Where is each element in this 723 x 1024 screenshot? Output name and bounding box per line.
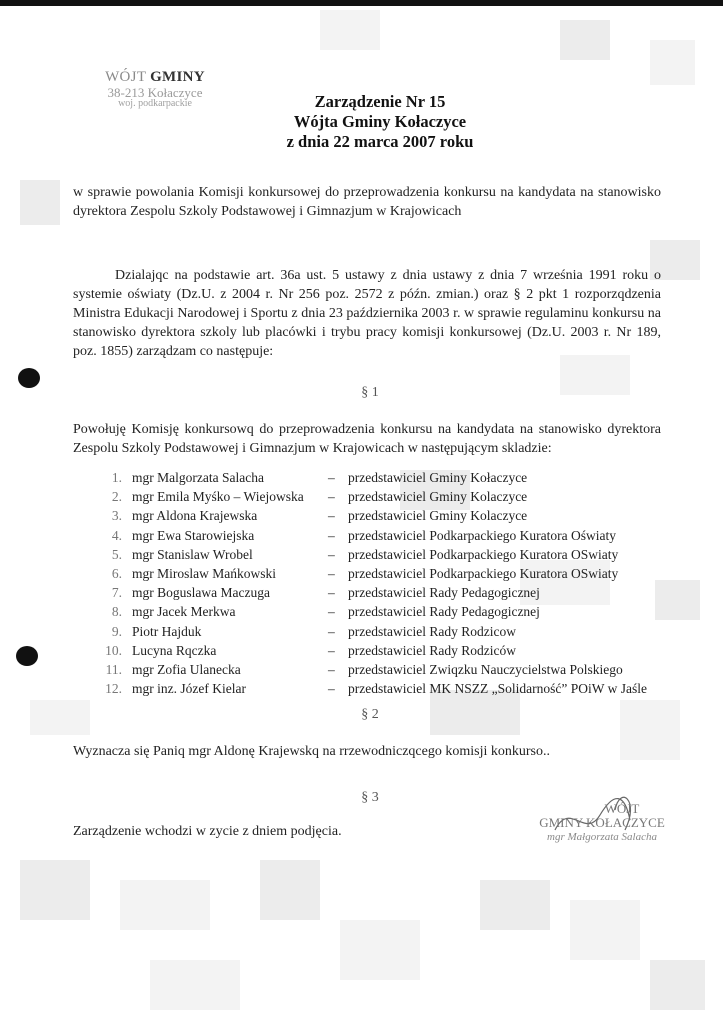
background-patch — [650, 960, 705, 1010]
member-number: 3. — [111, 508, 122, 524]
member-name: mgr Malgorzata Salacha — [132, 470, 264, 485]
title-line-2: Wójta Gminy Kołaczyce — [293, 112, 467, 131]
background-patch — [560, 355, 630, 395]
member-dash: – — [328, 489, 335, 505]
member-dash: – — [328, 661, 335, 677]
member-role: przedstawiciel Rady Pedagogicznej — [348, 604, 540, 620]
background-patch — [20, 180, 60, 225]
background-patch — [150, 960, 240, 1010]
member-name: mgr Stanislaw Wrobel — [132, 546, 253, 562]
member-row — [72, 506, 672, 525]
background-patch — [20, 860, 90, 920]
member-name: mgr Aldona Krajewska — [132, 508, 258, 524]
member-name: mgr Zofia Ulanecka — [132, 661, 241, 677]
section-3-heading: § 3 — [361, 790, 379, 805]
background-patch — [480, 880, 550, 930]
stamp-title-strong: GMINY — [150, 69, 205, 85]
member-role: przedstawiciel Zwiqzku Nauczycielstwa Polskiego — [348, 661, 623, 677]
member-name: mgr Jacek Merkwa — [132, 604, 236, 620]
document-title — [200, 92, 560, 152]
member-name: mgr Ewa Starowiejska — [132, 527, 255, 543]
member-role: przedstawiciel Gminy Kołaczyce — [348, 470, 528, 485]
punch-hole — [16, 646, 38, 666]
member-role: przedstawiciel Podkarpackiego Kuratora OSwiaty — [348, 565, 619, 581]
member-role: przedstawiciel Podkarpackiego Kuratora Oświaty — [348, 527, 617, 543]
member-role: przedstawiciel Rady Rodzicow — [348, 623, 516, 639]
section-1-heading: § 1 — [361, 385, 379, 400]
member-row — [72, 487, 672, 506]
background-patch — [560, 20, 610, 60]
member-role: przedstawiciel Gminy Kolaczyce — [348, 508, 528, 524]
member-name: Lucyna Rqczka — [132, 642, 217, 658]
signature-name: mgr Małgorzata Salacha — [547, 830, 657, 843]
section-2-text: Wyznacza się Paniq mgr Aldonę Krajewskq na rrzewodniczqcego komisji konkurso.. — [73, 744, 550, 759]
stamp-region: woj. podkarpackie — [118, 98, 192, 110]
member-row — [72, 583, 672, 602]
member-number: 6. — [111, 565, 122, 581]
member-number: 1. — [111, 470, 122, 485]
top-border — [0, 0, 723, 6]
member-dash: – — [328, 681, 335, 697]
member-number: 10. — [105, 642, 122, 658]
member-dash: – — [328, 623, 335, 639]
member-row — [72, 602, 672, 621]
background-patch — [340, 920, 420, 980]
member-row — [72, 526, 672, 545]
member-name: mgr Emila Myśko – Wiejowska — [132, 489, 304, 505]
member-row — [72, 641, 672, 660]
member-row — [72, 660, 672, 679]
member-role: przedstawiciel Rady Rodziców — [348, 642, 516, 658]
background-patch — [120, 880, 210, 930]
section-3-text: Zarządzenie wchodzi w zycie z dniem podjęcia. — [73, 824, 342, 839]
subject-paragraph: w sprawie powolania Komisji konkursowej do przeprowadzenia konkursu na kandydata na stanowisko dyrektora Zespolu Szkoly Podstawowej i Gimnazjum w Krajowicach — [73, 185, 661, 219]
member-role: przedstawiciel Gminy Kolaczyce — [348, 489, 528, 505]
member-number: 11. — [105, 661, 122, 677]
legal-basis-paragraph — [73, 266, 661, 361]
member-dash: – — [328, 527, 335, 543]
signature-office: GMINY KOŁACZYCE — [539, 815, 665, 831]
title-line-1: Zarządzenie Nr 15 — [314, 92, 446, 111]
member-dash: – — [328, 604, 335, 620]
stamp-title-prefix: WÓJT — [105, 69, 151, 85]
member-dash: – — [328, 508, 335, 524]
member-row — [72, 564, 672, 583]
member-number: 4. — [111, 527, 122, 543]
member-role: przedstawiciel Podkarpackiego Kuratora OSwiaty — [348, 546, 619, 562]
section-1-text: Powołuję Komisję konkursowq do przeprowadzenia konkursu na kandydata na stanowisko dyrektora Zespolu Szkoly Podstawowej i Gimnazjum w Krajowicach w następującym skladzie: — [73, 422, 661, 456]
member-dash: – — [328, 565, 335, 581]
background-patch — [650, 40, 695, 85]
member-role: przedstawiciel MK NSZZ „Solidarność” POiW w Jaśle — [348, 681, 647, 697]
member-name: mgr Miroslaw Mańkowski — [132, 565, 276, 581]
member-row — [72, 545, 672, 564]
member-name: mgr inz. Józef Kielar — [132, 681, 246, 697]
member-number: 5. — [111, 546, 122, 562]
title-line-3: z dnia 22 marca 2007 roku — [286, 132, 474, 151]
background-patch — [260, 860, 320, 920]
signature-stamp — [522, 802, 682, 843]
member-number: 7. — [111, 585, 122, 601]
signature-title: WÓJT — [604, 801, 640, 816]
section-2-heading: § 2 — [361, 707, 379, 722]
member-row — [72, 468, 672, 487]
member-dash: – — [328, 546, 335, 562]
member-dash: – — [328, 470, 335, 485]
member-name: mgr Boguslawa Maczuga — [132, 585, 270, 601]
committee-members-list — [72, 468, 672, 698]
member-number: 8. — [111, 604, 122, 620]
legal-basis-text: Dzialajqc na podstawie art. 36a ust. 5 ustawy z dnia ustawy z dnia 7 września 1991 roku o systemie oświaty (Dz.U. z 2004 r. Nr 256 poz. 2572 z późn. zmian.) oraz § 2 pkt 1 rozporzqdzenia Ministra Edukacji Narodowej i Sportu z dnia 23 października 2003 r. w sprawie regulaminu konkursu na stanowisko dyrektora szkoly lub placówki i trybu pracy komisji konkursowej (Dz.U. 2003 r. Nr 189, poz. 1855) zarządzam co następuje: — [73, 268, 661, 359]
member-dash: – — [328, 642, 335, 658]
background-patch — [320, 10, 380, 50]
member-number: 12. — [105, 681, 122, 697]
background-patch — [570, 900, 640, 960]
stamp-address: 38-213 Kołaczyce — [107, 84, 203, 100]
member-row — [72, 679, 672, 698]
member-row — [72, 622, 672, 641]
background-patch — [30, 700, 90, 735]
punch-hole — [18, 368, 40, 388]
member-name: Piotr Hajduk — [132, 623, 202, 639]
member-dash: – — [328, 585, 335, 601]
member-role: przedstawiciel Rady Pedagogicznej — [348, 585, 540, 601]
member-number: 2. — [111, 489, 122, 505]
member-number: 9. — [111, 623, 122, 639]
